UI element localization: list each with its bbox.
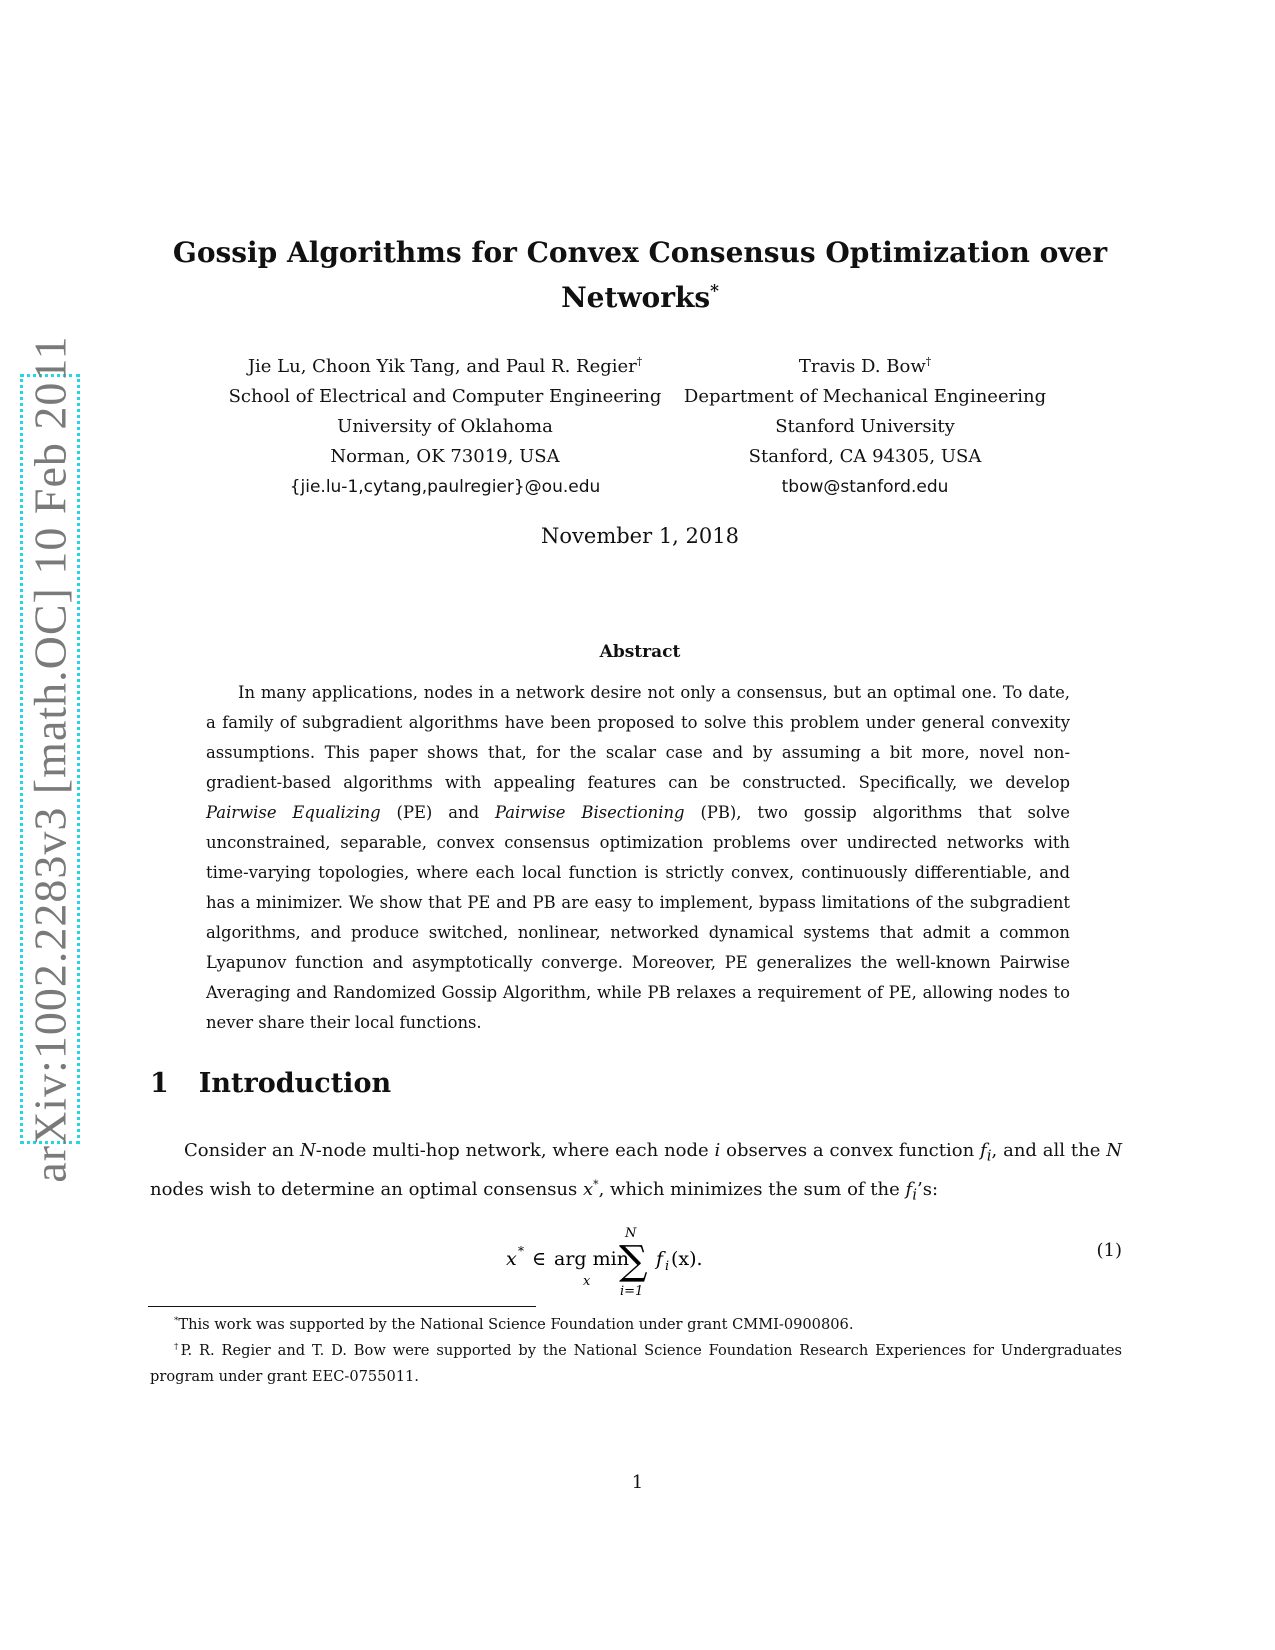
author-department: School of Electrical and Computer Engineering xyxy=(228,386,662,407)
author-block-stanford xyxy=(680,352,1050,502)
footnotes xyxy=(150,1312,1122,1390)
author-university: Stanford University xyxy=(775,416,955,437)
pb-term: Pairwise Bisectioning xyxy=(494,803,685,822)
footnote-rule xyxy=(148,1306,536,1307)
section-title: Introduction xyxy=(198,1068,392,1099)
author-city: Stanford, CA 94305, USA xyxy=(748,446,982,467)
paper-title xyxy=(170,230,1110,320)
pe-term: Pairwise Equalizing xyxy=(206,803,381,822)
footnote-2: †P. R. Regier and T. D. Bow were supported by the National Science Foundation Research Experiences for Undergraduates program under grant EEC-0755011. xyxy=(150,1342,1122,1385)
section-heading xyxy=(150,1068,391,1099)
equation-1 xyxy=(150,1195,1122,1295)
page-number: 1 xyxy=(631,1472,644,1493)
author-university: University of Oklahoma xyxy=(337,416,553,437)
eq-term: f xyxy=(656,1248,664,1270)
eq-sum-bottom: i=1 xyxy=(620,1284,644,1295)
section-number: 1 xyxy=(150,1068,169,1099)
paper-date: November 1, 2018 xyxy=(541,524,739,548)
title-line-1: Gossip Algorithms for Convex Consensus Optimization over xyxy=(172,236,1108,269)
author-block-oklahoma xyxy=(220,352,670,502)
equation-number: (1) xyxy=(1096,1240,1122,1261)
footnote-1: *This work was supported by the National Science Foundation under grant CMMI-0900806. xyxy=(174,1316,854,1333)
abstract-body: In many applications, nodes in a network desire not only a consensus, but an optimal one. To date, a family of subgradient algorithms have been proposed to solve this problem under general convexity assumptions. This paper shows that, for the scalar case and by assuming a bit more, novel non-gradient-based algorithms with appealing features can be constructed. Specifically, we develop Pairwise Equalizing (PE) and Pairwise Bisectioning (PB), two gossip algorithms that solve unconstrained, separable, convex consensus optimization problems over undirected networks with time-varying topologies, where each local function is strictly convex, continuously differentiable, and has a minimizer. We show that PE and PB are easy to implement, bypass limitations of the subgradient algorithms, and produce switched, nonlinear, networked dynamical systems that admit a common Lyapunov function and asymptotically converge. Moreover, PE generalizes the well-known Pairwise Averaging and Randomized Gossip Algorithm, while PB relaxes a requirement of PE, allowing nodes to never share their local functions. xyxy=(206,683,1070,1032)
eq-argmin: arg min xyxy=(554,1248,629,1270)
author-email: {jie.lu-1,cytang,paulregier}@ou.edu xyxy=(289,477,601,497)
eq-sigma: ∑ xyxy=(619,1238,648,1284)
title-line-2: Networks* xyxy=(561,280,719,314)
eq-star: * xyxy=(518,1244,524,1258)
intro-paragraph: Consider an N-node multi-hop network, where each node i observes a convex function $f_i$, and all the N nodes wish to determine an optimal consensus x*, which minimizes the sum of the $f_i’s$: xyxy=(150,1140,1122,1204)
eq-sum-top: N xyxy=(625,1226,637,1241)
eq-lhs: x xyxy=(506,1248,517,1270)
arxiv-identifier: arXiv:1002.2283v3 [math.OC] 10 Feb 2011 xyxy=(24,335,76,1183)
eq-term-arg: (x). xyxy=(671,1248,703,1270)
author-names: Travis D. Bow† xyxy=(798,355,932,377)
eq-term-sub: i xyxy=(665,1259,670,1274)
author-email: tbow@stanford.edu xyxy=(781,477,949,497)
author-department: Department of Mechanical Engineering xyxy=(683,386,1047,407)
author-city: Norman, OK 73019, USA xyxy=(330,446,560,467)
arxiv-stamp xyxy=(20,335,80,1183)
author-names: Jie Lu, Choon Yik Tang, and Paul R. Regier† xyxy=(247,355,643,377)
equation-svg xyxy=(150,1195,1122,1295)
eq-under: x xyxy=(583,1274,591,1289)
eq-in: ∈ xyxy=(532,1248,547,1270)
abstract-heading: Abstract xyxy=(599,642,681,662)
title-footnote-mark: * xyxy=(710,280,719,301)
